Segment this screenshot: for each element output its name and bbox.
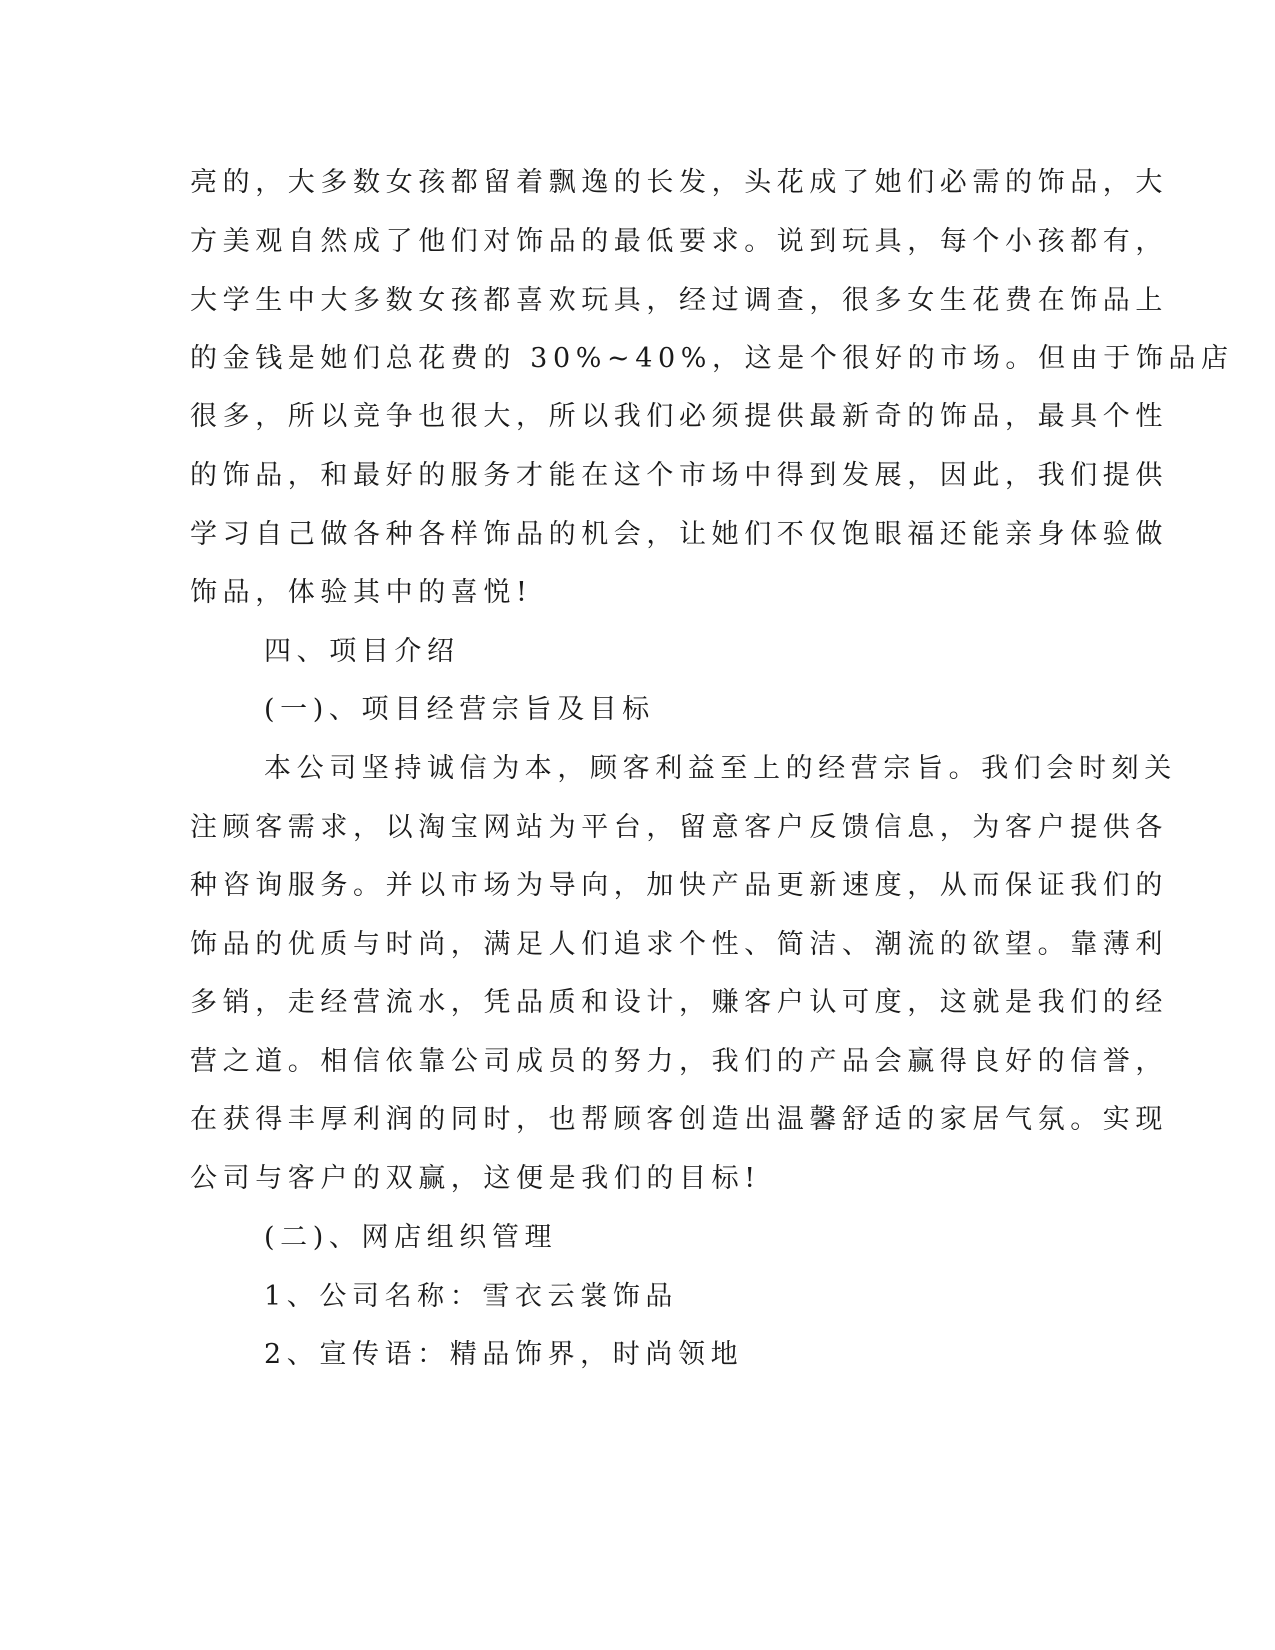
body-text-line: 的饰品，和最好的服务才能在这个市场中得到发展，因此，我们提供 — [190, 460, 1168, 491]
body-text-line: 本公司坚持诚信为本，顾客利益至上的经营宗旨。我们会时刻关 — [264, 753, 1177, 784]
body-text-line: 种咨询服务。并以市场为导向，加快产品更新速度，从而保证我们的 — [190, 870, 1168, 901]
body-text-line: 在获得丰厚利润的同时，也帮顾客创造出温馨舒适的家居气氛。实现 — [190, 1104, 1168, 1135]
body-text-line: 饰品，体验其中的喜悦! — [190, 577, 533, 608]
subsection-heading: (二)、网店组织管理 — [264, 1222, 558, 1253]
section-heading: 四、项目介绍 — [264, 636, 460, 667]
list-item: 2、宣传语：精品饰界，时尚领地 — [264, 1339, 744, 1370]
body-text-line: 的金钱是她们总花费的 30%~40%，这是个很好的市场。但由于饰品店 — [190, 343, 1234, 374]
body-text-line: 多销，走经营流水，凭品质和设计，赚客户认可度，这就是我们的经 — [190, 987, 1168, 1018]
body-text-line: 饰品的优质与时尚，满足人们追求个性、简洁、潮流的欲望。靠薄利 — [190, 929, 1168, 960]
body-text-line: 公司与客户的双赢，这便是我们的目标! — [190, 1163, 761, 1194]
subsection-heading: (一)、项目经营宗旨及目标 — [264, 694, 655, 725]
body-text-line: 很多，所以竞争也很大，所以我们必须提供最新奇的饰品，最具个性 — [190, 401, 1168, 432]
body-text-line: 学习自己做各种各样饰品的机会，让她们不仅饱眼福还能亲身体验做 — [190, 519, 1168, 550]
body-text-line: 大学生中大多数女孩都喜欢玩具，经过调查，很多女生花费在饰品上 — [190, 285, 1168, 316]
body-text-line: 方美观自然成了他们对饰品的最低要求。说到玩具，每个小孩都有， — [190, 226, 1168, 257]
body-text-line: 营之道。相信依靠公司成员的努力，我们的产品会赢得良好的信誉， — [190, 1046, 1168, 1077]
body-text-line: 亮的，大多数女孩都留着飘逸的长发，头花成了她们必需的饰品，大 — [190, 167, 1168, 198]
list-item: 1、公司名称：雪衣云裳饰品 — [264, 1281, 678, 1312]
body-text-line: 注顾客需求，以淘宝网站为平台，留意客户反馈信息，为客户提供各 — [190, 812, 1168, 843]
